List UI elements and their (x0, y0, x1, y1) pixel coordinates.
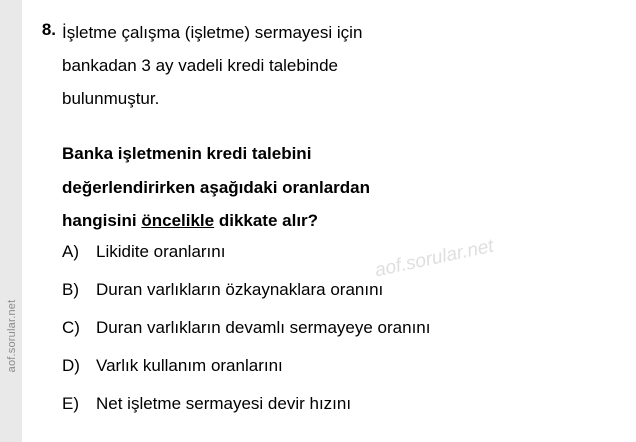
question-lead-line-1: Banka işletmenin kredi talebini (62, 144, 312, 164)
option-text-e: Net işletme sermayesi devir hızını (96, 394, 352, 413)
answer-options-list (62, 233, 607, 423)
page-watermark: aof.sorular.net (373, 235, 496, 282)
option-text-d: Varlık kullanım oranlarını (96, 356, 283, 375)
question-lead-line-3-post: dikkate alır? (214, 210, 319, 230)
sidebar-watermark-label: aof.sorular.net (6, 299, 18, 373)
option-letter-b: B) (62, 280, 79, 299)
answer-option-a[interactable] (62, 233, 607, 271)
question-stem-line-2: bankadan 3 ay vadeli kredi talebinde (62, 56, 338, 76)
option-letter-d: D) (62, 356, 80, 375)
option-letter-a: A) (62, 242, 79, 261)
question-lead (62, 137, 607, 236)
question-lead-line-3 (62, 204, 607, 237)
question-lead-emphasis: öncelikle (141, 210, 215, 230)
option-text-a: Likidite oranlarını (96, 242, 226, 261)
option-text-c: Duran varlıkların devamlı sermayeye oranını (96, 318, 431, 337)
question-page (22, 0, 636, 442)
answer-option-c[interactable] (62, 309, 607, 347)
question-stem-line-1: İşletme çalışma (işletme) sermayesi için (62, 23, 363, 42)
question-lead-line-2: değerlendirirken aşağıdaki oranlardan (62, 177, 371, 197)
answer-option-d[interactable] (62, 347, 607, 385)
left-gutter-bar (0, 0, 22, 442)
option-text-b: Duran varlıkların özkaynaklara oranını (96, 280, 384, 299)
option-letter-c: C) (62, 318, 80, 337)
question-stem-line-3: bulunmuştur. (62, 89, 160, 109)
answer-option-b[interactable] (62, 271, 607, 309)
question-block (22, 16, 618, 237)
option-letter-e: E) (62, 394, 79, 413)
answer-option-e[interactable] (62, 385, 607, 423)
question-number: 8. (41, 20, 56, 39)
question-stem (62, 16, 607, 115)
question-lead-line-3-pre: hangisini (62, 210, 142, 230)
